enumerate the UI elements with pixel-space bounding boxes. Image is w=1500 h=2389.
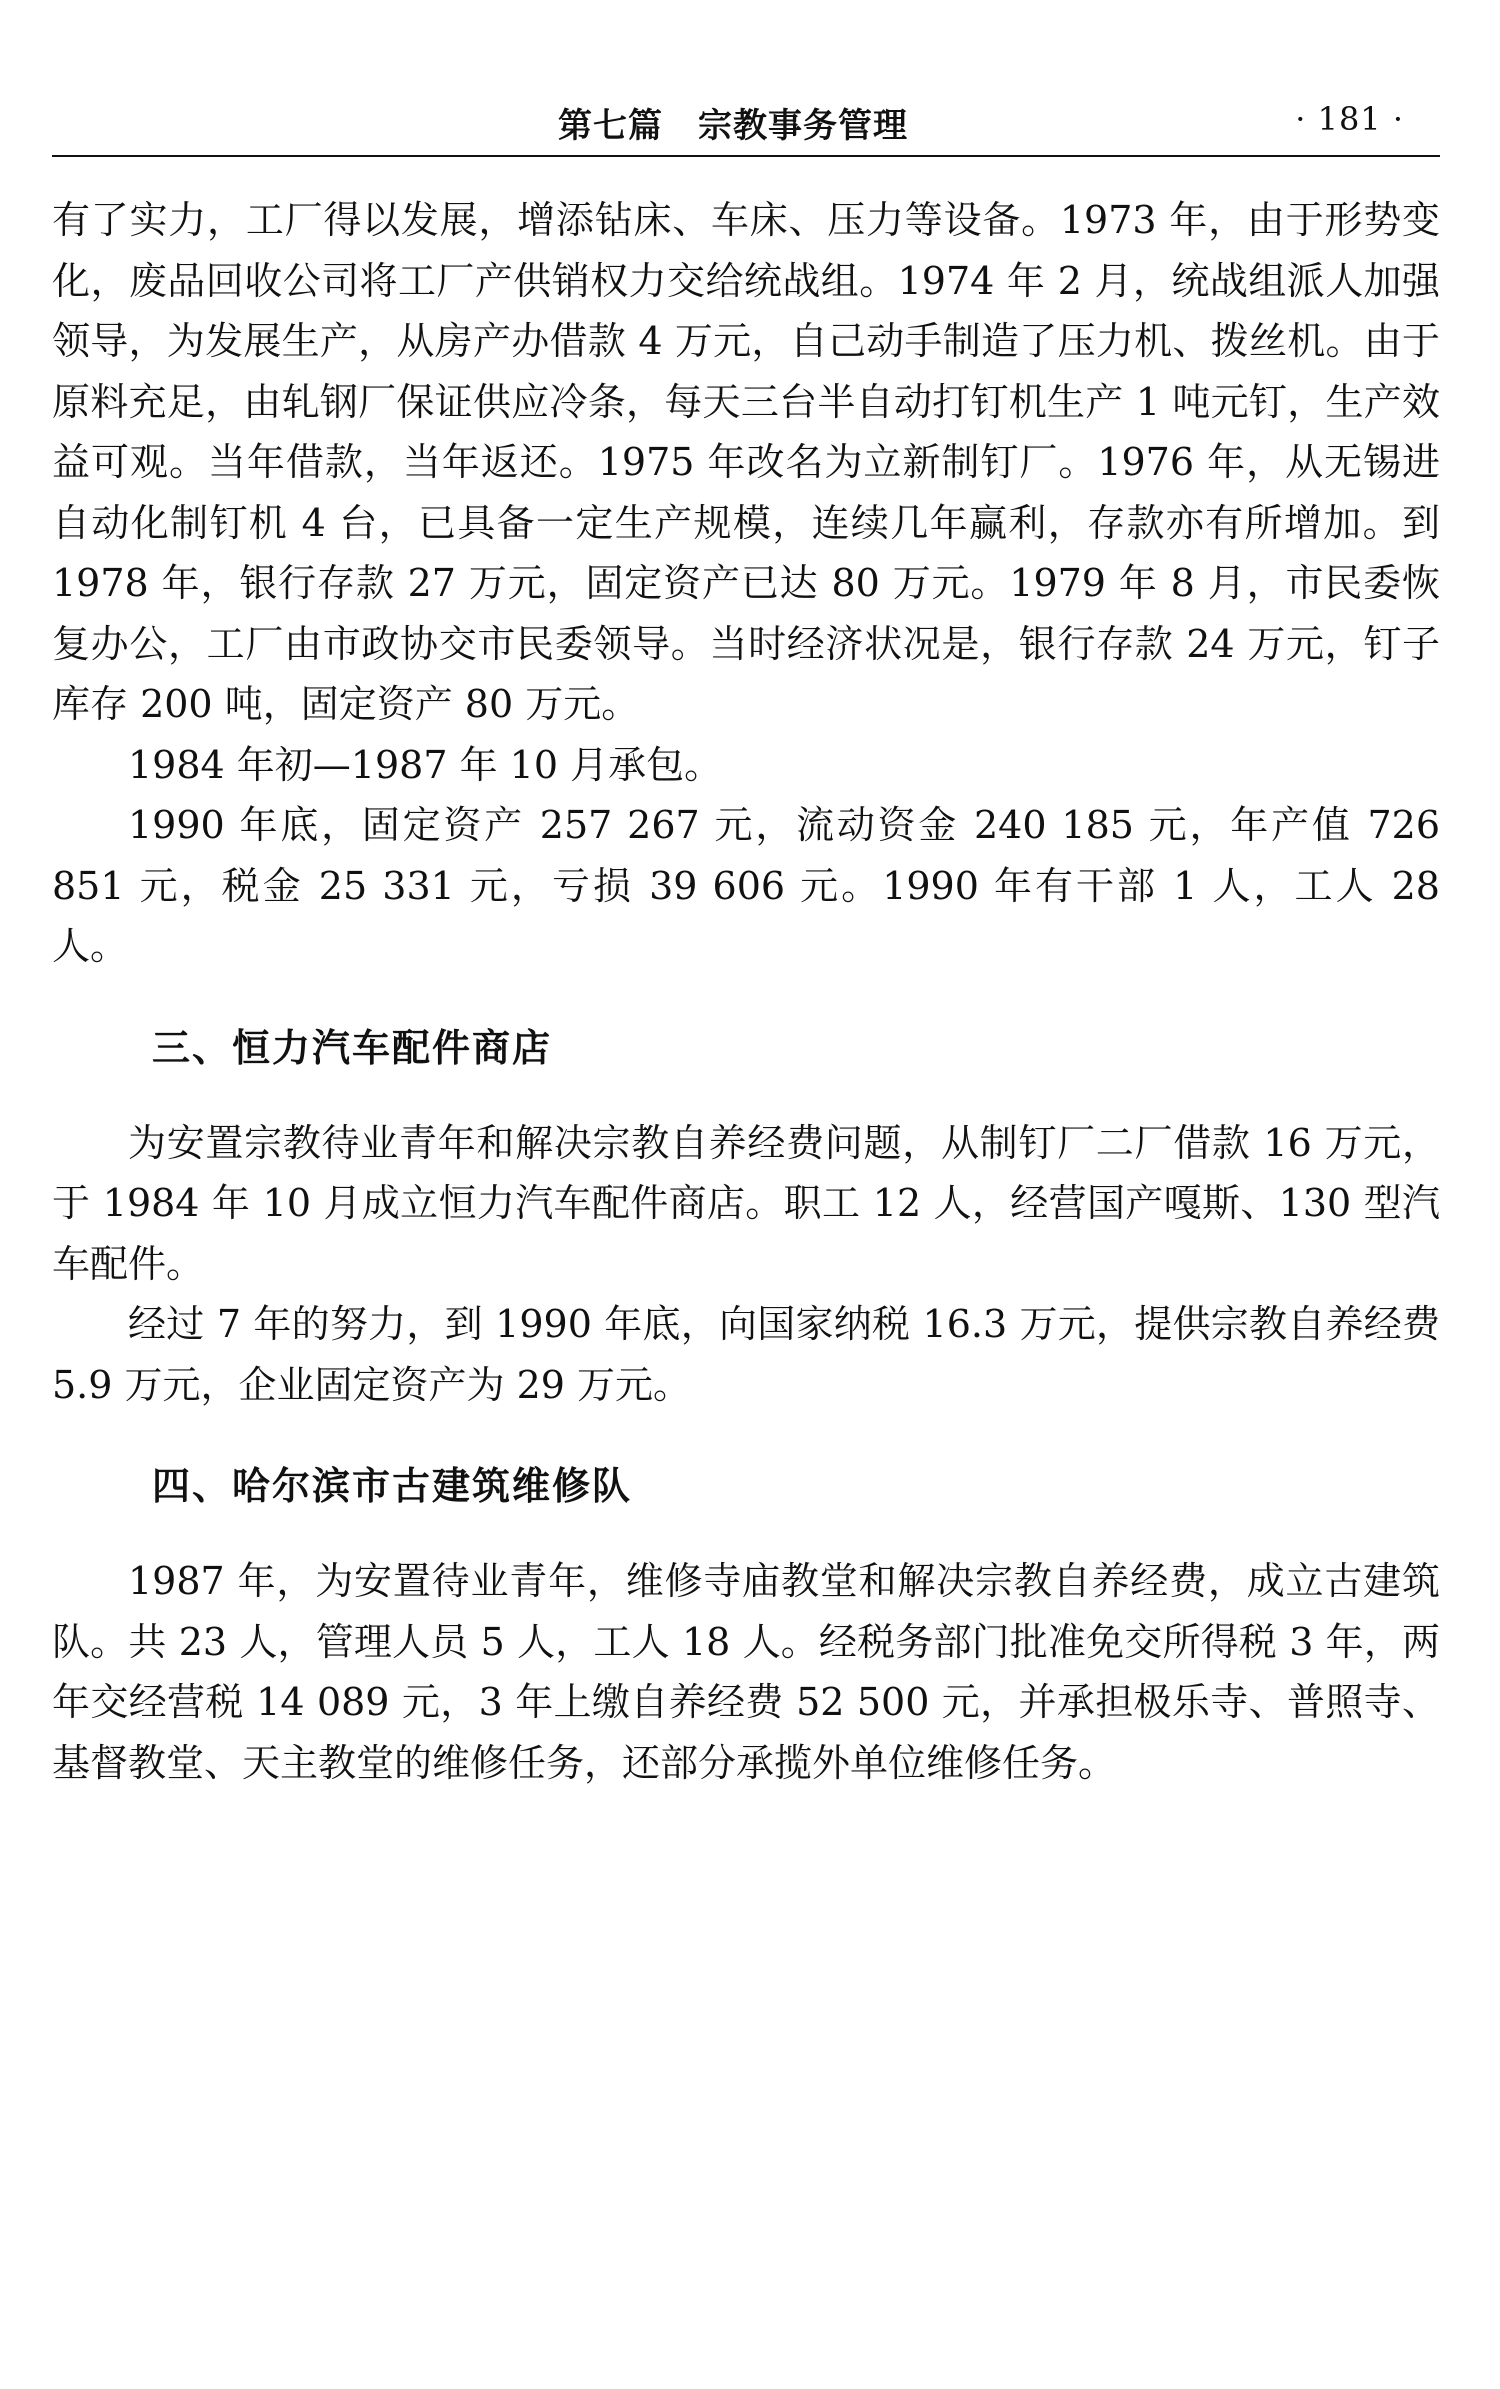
section-4-paragraph-1: 1987 年，为安置待业青年，维修寺庙教堂和解决宗教自养经费，成立古建筑队。共 23 人，管理人员 5 人，工人 18 人。经税务部门批准免交所得税 3 年，两年交经营税 14 089 元，3 年上缴自养经费 52 500 元，并承担极乐寺、普照寺、基督教堂、天主教堂的维修任务，还部分承揽外单位维修任务。 (52, 1559, 1440, 1785)
chapter-title: 第七篇 宗教事务管理 (558, 106, 908, 146)
paragraph-1990-figures: 1990 年底，固定资产 257 267 元，流动资金 240 185 元，年产值 726 851 元，税金 25 331 元，亏损 39 606 元。1990 年有干部 1 人，工人 28 人。 (52, 803, 1440, 968)
section-heading-3: 三、恒力汽车配件商店 (152, 1025, 553, 1070)
section-3-paragraph-1: 为安置宗教待业青年和解决宗教自养经费问题，从制钉厂二厂借款 16 万元，于 1984 年 10 月成立恒力汽车配件商店。职工 12 人，经营国产嘎斯、130 型汽车配件。 (52, 1120, 1440, 1286)
page-number: · 181 · (1295, 100, 1404, 138)
paragraph-contract: 1984 年初—1987 年 10 月承包。 (128, 742, 723, 787)
book-page (52, 0, 1440, 2389)
running-header (52, 92, 1440, 152)
section-3-paragraph-2: 经过 7 年的努力，到 1990 年底，向国家纳税 16.3 万元，提供宗教自养经费 5.9 万元，企业固定资产为 29 万元。 (52, 1302, 1440, 1407)
body-text (52, 190, 1440, 1793)
section-heading-4: 四、哈尔滨市古建筑维修队 (152, 1464, 633, 1508)
paragraph-continued: 有了实力，工厂得以发展，增添钻床、车床、压力等设备。1973 年，由于形势变化，废品回收公司将工厂产供销权力交给统战组。1974 年 2 月，统战组派人加强领导，为发展生产，从房产办借款 4 万元，自己动手制造了压力机、拨丝机。由于原料充足，由轧钢厂保证供应冷条，每天三台半自动打钉机生产 1 吨元钉，生产效益可观。当年借款，当年返还。1975 年改名为立新制钉厂。1976 年，从无锡进自动化制钉机 4 台，已具备一定生产规模，连续几年赢利，存款亦有所增加。到 1978 年，银行存款 27 万元，固定资产已达 80 万元。1979 年 8 月，市民委恢复办公，工厂由市政协交市民委领导。当时经济状况是，银行存款 24 万元，钉子库存 200 吨，固定资产 80 万元。 (52, 198, 1440, 726)
header-rule (52, 155, 1440, 157)
